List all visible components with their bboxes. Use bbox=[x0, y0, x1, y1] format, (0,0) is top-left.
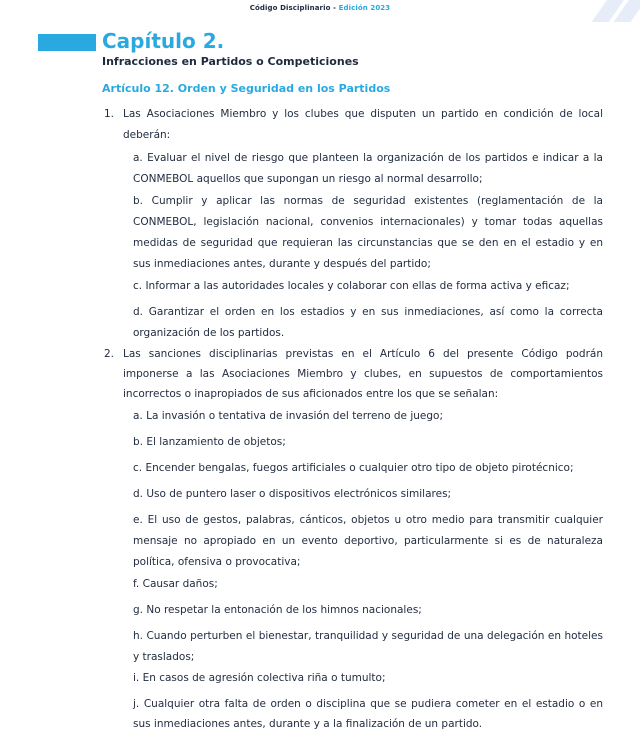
list-item-number: 1. bbox=[104, 108, 115, 120]
sub-item: d. Garantizar el orden en los estadios y en sus inmediaciones, así como la correcta organización de los partidos. bbox=[133, 306, 603, 339]
sub-item: i. En casos de agresión colectiva riña o tumulto; bbox=[133, 672, 386, 684]
list-item-number: 2. bbox=[104, 348, 115, 360]
sub-item: c. Informar a las autoridades locales y colaborar con ellas de forma activa y eficaz; bbox=[133, 280, 570, 292]
list-item-text: Las sanciones disciplinarias previstas en el Artículo 6 del presente Código podrán imponerse a las Asociaciones Miembro y clubes, en supuestos de comportamientos incorrectos o inapropiados de sus aficionados entre los que se señalan: bbox=[123, 348, 603, 400]
article-title: Artículo 12. Orden y Seguridad en los Partidos bbox=[102, 82, 391, 95]
sub-item: h. Cuando perturben el bienestar, tranquilidad y seguridad de una delegación en hoteles y traslados; bbox=[133, 630, 603, 663]
sub-item: d. Uso de puntero laser o dispositivos electrónicos similares; bbox=[133, 488, 452, 500]
sub-item: f. Causar daños; bbox=[133, 578, 218, 590]
sub-item: a. Evaluar el nivel de riesgo que planteen la organización de los partidos e indicar a la CONMEBOL aquellos que supongan un riesgo al normal desarrollo; bbox=[133, 152, 603, 185]
sub-item: j. Cualquier otra falta de orden o disciplina que se pudiera cometer en el estadio o en sus inmediaciones antes, durante y a la finalización de un partido. bbox=[133, 698, 603, 730]
running-header bbox=[0, 4, 640, 12]
sub-item: g. No respetar la entonación de los himnos nacionales; bbox=[133, 604, 422, 616]
sub-item: e. El uso de gestos, palabras, cánticos, objetos u otro medio para transmitir cualquier mensaje no apropiado en un evento deportivo, particularmente si es de naturaleza política, ofensiva o provocativa; bbox=[133, 514, 603, 568]
sub-item: b. El lanzamiento de objetos; bbox=[133, 436, 286, 448]
header-separator: - bbox=[330, 4, 339, 12]
sub-item: c. Encender bengalas, fuegos artificiales o cualquier otro tipo de objeto pirotécnico; bbox=[133, 462, 574, 474]
sub-item: b. Cumplir y aplicar las normas de seguridad existentes (reglamentación de la CONMEBOL, legislación nacional, convenios internacionales) y tomar todas aquellas medidas de seguridad que requieran las circunstancias que se den en el estadio y en sus inmediaciones antes, durante y después del partido; bbox=[133, 195, 603, 270]
chapter-subtitle: Infracciones en Partidos o Competiciones bbox=[102, 55, 359, 68]
document-title: Código Disciplinario bbox=[249, 4, 331, 12]
chapter-title: Capítulo 2. bbox=[102, 29, 225, 53]
sub-item: a. La invasión o tentativa de invasión del terreno de juego; bbox=[133, 410, 443, 422]
list-item-text: Las Asociaciones Miembro y los clubes que disputen un partido en condición de local deberán: bbox=[123, 108, 603, 141]
edition-label: Edición 2023 bbox=[338, 4, 391, 12]
chapter-accent-bar bbox=[38, 34, 96, 51]
